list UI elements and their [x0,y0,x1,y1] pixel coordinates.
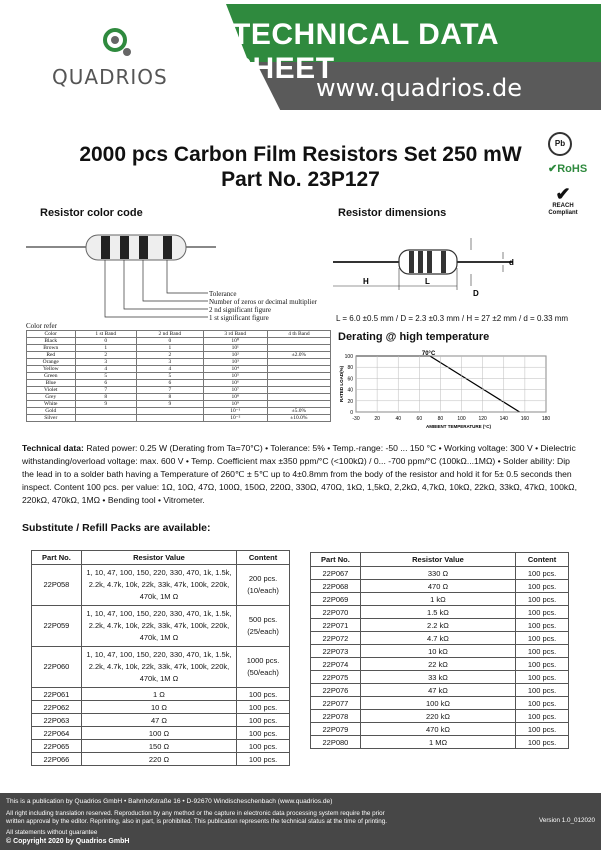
pack-content-cell: 100 pcs. [516,723,569,736]
color-code-cell: 10⁸ [203,394,267,401]
cc-header: 4 th Band [267,331,330,338]
pack-content-cell: 100 pcs. [237,753,290,766]
color-code-cell: 5 [75,373,136,380]
color-code-table [26,330,331,422]
x-tick-label: 100 [457,416,466,422]
pack-part-cell: 22P059 [32,606,82,647]
pack-value-cell: 220 Ω [81,753,236,766]
reach-label: REACH [552,203,574,209]
color-code-cell [137,415,204,422]
pack-value-cell: 1, 10, 47, 100, 150, 220, 330, 470, 1k, 1.5k, 2.2k, 4.7k, 10k, 22k, 33k, 47k, 100k, 220k, 470k, 1M Ω [81,565,236,606]
color-code-cell: 10⁻¹ [203,408,267,415]
color-code-cell [267,387,330,394]
check-icon: ✔ [555,184,571,204]
color-code-cell: Green [27,373,76,380]
rohs-badge: ✔RoHS [548,163,588,175]
pack-row [311,697,569,710]
y-tick-label: 100 [344,354,353,360]
color-code-header-row [27,331,331,338]
pack-part-cell: 22P077 [311,697,361,710]
color-code-cell [75,408,136,415]
pack-content-cell: 100 pcs. [237,714,290,727]
reach-badge [548,185,578,217]
color-code-cell: 2 [75,352,136,359]
packs-header-row [32,551,290,565]
y-axis-label: RATED LOAD(%) [339,365,344,402]
color-code-cell: 4 [137,366,204,373]
derating-heading: Derating @ high temperature [338,331,490,343]
color-code-cell: 8 [137,394,204,401]
y-tick-label: 80 [347,365,353,372]
pack-content-cell: 200 pcs. (10/each) [237,565,290,606]
cc-header: 2 nd Band [137,331,204,338]
color-code-cell: 3 [75,359,136,366]
color-code-cell: Violet [27,387,76,394]
pack-value-cell: 1 kΩ [360,593,515,606]
x-tick-label: 120 [478,416,487,422]
pack-row [32,701,290,714]
legend-2nd-figure: 2 nd significant figure [209,306,272,314]
color-code-cell: White [27,401,76,408]
color-code-cell: 0 [137,338,204,345]
color-code-cell: 5 [137,373,204,380]
pack-row [311,606,569,619]
pack-part-cell: 22P079 [311,723,361,736]
no-lead-icon [548,132,572,156]
pack-part-cell: 22P060 [32,647,82,688]
pack-part-cell: 22P063 [32,714,82,727]
x-tick-label: 160 [520,416,530,422]
pack-part-cell: 22P069 [311,593,361,606]
dimensions-note: L = 6.0 ±0.5 mm / D = 2.3 ±0.3 mm / H = 27 ±2 mm / d = 0.33 mm [336,314,569,323]
color-code-cell: 1 [137,345,204,352]
pack-value-cell: 330 Ω [360,567,515,580]
pack-part-cell: 22P076 [311,684,361,697]
footer-version: Version 1.0_012020 [538,817,595,824]
color-code-cell: 10¹ [203,345,267,352]
color-code-cell: ±10.0% [267,415,330,422]
pack-content-cell: 100 pcs. [237,701,290,714]
col-part: Part No. [311,553,361,567]
color-code-cell: Red [27,352,76,359]
color-code-cell: 1 [75,345,136,352]
footer-publisher: This is a publication by Quadrios GmbH • Bahnhofstraße 16 • D-92670 Windischeschenbach (www.quadrios.de) [6,798,333,805]
pack-value-cell: 4.7 kΩ [360,632,515,645]
color-code-cell: 4 [75,366,136,373]
color-code-row [27,394,331,401]
packs-header-row [311,553,569,567]
pack-part-cell: 22P074 [311,658,361,671]
pack-content-cell: 100 pcs. [516,697,569,710]
color-code-cell: 10² [203,352,267,359]
color-code-row [27,345,331,352]
color-code-row [27,366,331,373]
color-code-cell: 10⁶ [203,380,267,387]
color-code-cell: ±5.0% [267,408,330,415]
color-code-cell: 9 [75,401,136,408]
legend-1st-figure: 1 st significant figure [209,314,269,322]
pack-part-cell: 22P068 [311,580,361,593]
rohs-label: RoHS [557,163,588,175]
packs-table-right [310,552,569,749]
cc-header: 1 st Band [75,331,136,338]
col-content: Content [237,551,290,565]
pack-row [32,647,290,688]
color-code-cell: 10³ [203,359,267,366]
pack-row [311,658,569,671]
pack-value-cell: 1, 10, 47, 100, 150, 220, 330, 470, 1k, 1.5k, 2.2k, 4.7k, 10k, 22k, 33k, 47k, 100k, 220k, 470k, 1M Ω [81,606,236,647]
technical-data-label: Technical data: [22,443,84,453]
pack-row [311,580,569,593]
col-value: Resistor Value [360,553,515,567]
pack-row [311,736,569,749]
color-code-cell: 2 [137,352,204,359]
color-code-row [27,408,331,415]
col-part: Part No. [32,551,82,565]
page-title [0,142,601,192]
color-code-heading: Resistor color code [40,207,143,219]
x-tick-label: 60 [416,416,423,422]
derating-line [356,356,520,412]
pack-content-cell: 100 pcs. [516,645,569,658]
pack-row [311,710,569,723]
pack-value-cell: 10 kΩ [360,645,515,658]
packs-heading: Substitute / Refill Packs are available: [22,522,211,534]
pack-row [32,740,290,753]
pack-part-cell: 22P078 [311,710,361,723]
footer [0,793,601,850]
reach-compliant-label: Compliant [548,210,578,216]
color-code-cell [267,338,330,345]
y-tick-label: 0 [350,410,353,416]
pack-content-cell: 100 pcs. [237,688,290,701]
color-code-row [27,352,331,359]
color-code-cell: 9 [137,401,204,408]
pack-part-cell: 22P061 [32,688,82,701]
color-refer-label: Color refer [26,322,57,330]
pack-content-cell: 100 pcs. [516,593,569,606]
color-code-cell [267,380,330,387]
color-code-cell: 0 [75,338,136,345]
pack-part-cell: 22P067 [311,567,361,580]
footer-guarantee: All statements without guarantee [6,829,98,836]
color-code-row [27,387,331,394]
label-l: L [425,277,430,286]
pack-row [32,565,290,606]
y-tick-label: 60 [347,376,353,383]
color-code-cell: Gold [27,408,76,415]
pack-value-cell: 47 Ω [81,714,236,727]
pack-row [311,632,569,645]
color-code-cell [267,401,330,408]
color-code-cell: 10⁻² [203,415,267,422]
color-code-row [27,338,331,345]
color-code-cell: 8 [75,394,136,401]
pack-row [311,593,569,606]
pack-row [311,567,569,580]
pack-part-cell: 22P071 [311,619,361,632]
pack-content-cell: 100 pcs. [516,684,569,697]
pack-row [311,619,569,632]
pack-content-cell: 100 pcs. [516,671,569,684]
pack-part-cell: 22P080 [311,736,361,749]
legend-tolerance: Tolerance [209,290,237,298]
color-code-cell [267,373,330,380]
color-code-cell: 10⁷ [203,387,267,394]
col-content: Content [516,553,569,567]
label-d-big: D [473,289,479,298]
pack-content-cell: 100 pcs. [516,580,569,593]
pack-value-cell: 10 Ω [81,701,236,714]
color-code-row [27,415,331,422]
cc-header: 3 rd Band [203,331,267,338]
color-code-row [27,401,331,408]
pack-value-cell: 1, 10, 47, 100, 150, 220, 330, 470, 1k, 1.5k, 2.2k, 4.7k, 10k, 22k, 33k, 47k, 100k, 220k, 470k, 1M Ω [81,647,236,688]
footer-rights: All right including translation reserved. Reproduction by any method or the capture in electronic data processing system require the prior [6,810,385,817]
color-code-cell: Grey [27,394,76,401]
x-tick-label: 80 [437,416,444,422]
pack-value-cell: 470 kΩ [360,723,515,736]
label-d-small: d [509,258,514,267]
color-code-cell [267,394,330,401]
x-tick-label: 40 [395,416,402,422]
pb-label: Pb [554,139,566,148]
color-code-cell: ±2.0% [267,352,330,359]
color-code-row [27,380,331,387]
pack-part-cell: 22P058 [32,565,82,606]
pack-row [32,753,290,766]
color-code-cell: 10⁵ [203,373,267,380]
x-axis-label: AMBIENT TEMPERATURE (°C) [426,424,491,429]
cc-header: Color [27,331,76,338]
title-line1: 2000 pcs Carbon Film Resistors Set 250 mW [79,143,522,166]
color-code-cell: 7 [75,387,136,394]
title-line2: Part No. 23P127 [221,168,380,191]
color-code-cell: 10⁹ [203,401,267,408]
color-code-cell: Black [27,338,76,345]
legend-multiplier: Number of zeros or decimal multiplier [209,298,317,306]
pack-row [311,684,569,697]
x-tick-label: -30 [352,416,360,422]
header [0,0,601,112]
resistor-color-code-diagram [26,225,216,325]
plot-frame [356,356,546,412]
pack-value-cell: 150 Ω [81,740,236,753]
color-code-cell: Yellow [27,366,76,373]
footer-approval: written approval by the editor. Reprinting, also in part, is prohibited. This publication represents the technical status at the time of printing. [6,818,388,825]
color-code-row [27,373,331,380]
color-code-cell [267,366,330,373]
pack-value-cell: 1 MΩ [360,736,515,749]
pack-part-cell: 22P064 [32,727,82,740]
color-code-cell: 6 [137,380,204,387]
pack-part-cell: 22P073 [311,645,361,658]
col-value: Resistor Value [81,551,236,565]
derating-chart [336,348,566,433]
color-code-cell [75,415,136,422]
color-code-cell [137,408,204,415]
pack-content-cell: 100 pcs. [516,632,569,645]
pack-part-cell: 22P072 [311,632,361,645]
pack-part-cell: 22P066 [32,753,82,766]
pack-value-cell: 33 kΩ [360,671,515,684]
color-code-cell [267,345,330,352]
pack-value-cell: 2.2 kΩ [360,619,515,632]
technical-data [22,442,582,507]
color-code-cell: 10⁴ [203,366,267,373]
dimensions-heading: Resistor dimensions [338,207,447,219]
color-code-cell: Brown [27,345,76,352]
pack-part-cell: 22P075 [311,671,361,684]
pack-part-cell: 22P070 [311,606,361,619]
color-code-cell: Silver [27,415,76,422]
pack-row [32,727,290,740]
pack-content-cell: 1000 pcs. (50/each) [237,647,290,688]
pack-content-cell: 100 pcs. [516,606,569,619]
pack-content-cell: 100 pcs. [516,658,569,671]
x-tick-label: 20 [374,416,380,422]
color-code-cell: 6 [75,380,136,387]
pack-value-cell: 1.5 kΩ [360,606,515,619]
color-code-row [27,359,331,366]
pack-row [32,688,290,701]
brand-name: QUADRIOS [52,65,168,89]
pack-value-cell: 100 Ω [81,727,236,740]
x-tick-label: 140 [499,416,508,422]
website-url[interactable]: www.quadrios.de [316,74,523,102]
pack-content-cell: 100 pcs. [516,619,569,632]
peak-label: 70°C [421,351,436,357]
color-code-cell [267,359,330,366]
pack-value-cell: 1 Ω [81,688,236,701]
pack-content-cell: 100 pcs. [516,710,569,723]
banner-title: TECHNICAL DATA SHEET [232,18,498,85]
pack-row [311,671,569,684]
pack-value-cell: 100 kΩ [360,697,515,710]
pack-row [311,645,569,658]
pack-row [32,714,290,727]
pack-content-cell: 100 pcs. [237,727,290,740]
pack-value-cell: 47 kΩ [360,684,515,697]
pack-content-cell: 500 pcs. (25/each) [237,606,290,647]
color-code-cell: Blue [27,380,76,387]
footer-copyright: © Copyright 2020 by Quadrios GmbH [6,838,130,845]
color-code-cell: 7 [137,387,204,394]
resistor-dimensions-diagram [333,228,533,308]
pack-value-cell: 220 kΩ [360,710,515,723]
color-code-cell: Orange [27,359,76,366]
color-code-cell: 10⁰ [203,338,267,345]
pack-row [32,606,290,647]
pack-value-cell: 22 kΩ [360,658,515,671]
technical-data-text: Rated power: 0.25 W (Derating from Ta=70°C) • Tolerance: 5% • Temp.-range: -50 ... 150 °C • Working voltage: 300 V • Dielectric withstanding/overload voltage: max. 600 V • Temp. Coefficient max ±350 ppm/°C (<100kΩ) / 0... -700 ppm/°C (100kΩ...1MΩ) • Solder ability: Dip the lead in to a solder bath having a Temperature of 260℃ ± 5℃ up to 4±0.8mm from the body of the resistor and hold it for 5± 0.5 seconds then inspect. Content 100 pcs. per value: 1Ω, 10Ω, 47Ω, 100Ω, 150Ω, 220Ω, 330Ω, 470Ω, 1kΩ, 1,5kΩ, 2,2kΩ, 4,7kΩ, 10kΩ, 22kΩ, 33kΩ, 47kΩ, 100kΩ, 220kΩ, 470kΩ, 1MΩ • Bending tool • Vitrometer. [22,443,577,505]
y-tick-label: 40 [347,387,353,394]
pack-part-cell: 22P062 [32,701,82,714]
pack-value-cell: 470 Ω [360,580,515,593]
pack-content-cell: 100 pcs. [516,736,569,749]
color-code-cell: 3 [137,359,204,366]
x-tick-label: 180 [541,416,551,422]
y-tick-label: 20 [347,398,353,405]
label-h: H [363,277,369,286]
pack-content-cell: 100 pcs. [516,567,569,580]
quadrios-logo-icon [101,26,133,58]
pack-part-cell: 22P065 [32,740,82,753]
pack-content-cell: 100 pcs. [237,740,290,753]
pack-row [311,723,569,736]
packs-table-left [31,550,290,766]
